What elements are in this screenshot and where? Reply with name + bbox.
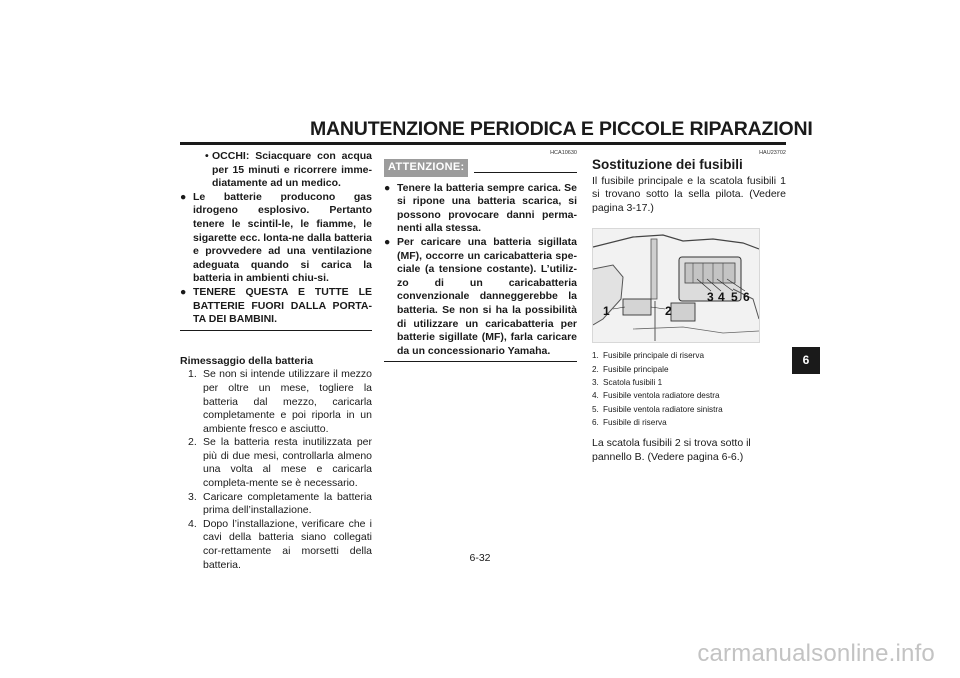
closing-paragraph: La scatola fusibili 2 si trova sotto il pannello B. (Vedere pagina 6-6.) <box>592 437 751 463</box>
figure-label: 1 <box>603 304 610 319</box>
warning-item: ● TENERE QUESTA E TUTTE LE BATTERIE FUORI DALLA PORTA-TA DEI BAMBINI. <box>180 285 372 326</box>
warning-end-rule <box>180 330 372 331</box>
attention-item: ● Tenere la batteria sempre carica. Se si ripone una batteria scarica, si possono provocare danni perma-nenti alla stessa. <box>384 181 577 235</box>
bullet-circle-icon: ● <box>180 190 187 203</box>
caption-item: 6. Fusibile di riserva <box>592 417 667 427</box>
reference-code: HAU23702 <box>759 150 786 156</box>
figure-label: 5 <box>731 290 738 305</box>
column-middle <box>384 150 577 362</box>
header-rule <box>180 142 786 145</box>
figure-label: 3 <box>707 290 714 305</box>
intro-paragraph: Il fusibile principale e la scatola fusibili 1 si trovano sotto la sella pilota. (Vedere pagina 3-17.) <box>592 174 786 214</box>
column-right <box>592 150 786 464</box>
caption-item: 2. Fusibile principale <box>592 364 669 374</box>
attention-item: ● Per caricare una batteria sigillata (MF), occorre un caricabatteria spe-ciale (a tensione costante). L’utiliz-zo di un caricabatteria convenzionale danneggerebbe la batteria. Se non si ha la possibilità di utilizzare un caricabatteria per batterie sigillate (MF), farla caricare da un concessionario Yamaha. <box>384 235 577 357</box>
page-number: 6-32 <box>469 552 491 564</box>
figure-label: 4 <box>718 290 725 305</box>
bullet-circle-icon: ● <box>384 235 391 248</box>
page-header-title: MANUTENZIONE PERIODICA E PICCOLE RIPARAZIONI <box>310 118 813 140</box>
attention-header <box>384 159 577 177</box>
figure-captions <box>592 349 786 429</box>
watermark: carmanualsonline.info <box>697 640 935 667</box>
reference-code: HCA10630 <box>550 150 577 156</box>
bullet-dot-icon: • <box>205 150 209 162</box>
column-left <box>180 150 372 572</box>
attention-end-rule <box>384 361 577 362</box>
section-title: Rimessaggio della batteria <box>180 354 314 367</box>
section-heading: Sostituzione dei fusibili <box>592 157 743 172</box>
caption-item: 1. Fusibile principale di riserva <box>592 351 705 361</box>
caption-item: 4. Fusibile ventola radiatore destra <box>592 391 720 401</box>
chapter-tab: 6 <box>792 347 820 374</box>
bullet-circle-icon: ● <box>384 181 391 194</box>
attention-label: ATTENZIONE: <box>384 159 468 177</box>
figure-label: 2 <box>665 304 672 319</box>
bullet-circle-icon: ● <box>180 285 187 298</box>
caption-item: 5. Fusibile ventola radiatore sinistra <box>592 404 723 414</box>
fuse-box-illustration <box>592 228 760 343</box>
attention-rule <box>474 172 577 173</box>
figure-label: 6 <box>743 290 750 305</box>
list-item: 3. Caricare completamente la batteria prima dell’installazione. <box>188 490 372 517</box>
caption-item: 3. Scatola fusibili 1 <box>592 377 663 387</box>
list-item: 1. Se non si intende utilizzare il mezzo per oltre un mese, togliere la batteria dal mezzo, caricarla completamente e poi riporla in un ambiente fresco e asciutto. <box>188 368 372 435</box>
list-item: 2. Se la batteria resta inutilizzata per più di due mesi, controllarla almeno una volta al mese e caricarla completa-mente se è necessario. <box>188 436 372 490</box>
fuse-diagram-svg <box>593 229 759 342</box>
warning-sub-bullet: • OCCHI: Sciacquare con acqua per 15 minuti e ricorrere imme-diatamente ad un medico. <box>205 150 372 190</box>
list-item: 4. Dopo l’installazione, verificare che i cavi della batteria siano collegati cor-rettamente ai morsetti della batteria. <box>188 517 372 571</box>
warning-item: ● Le batterie producono gas idrogeno esplosivo. Pertanto tenere le scintil-le, le fiamme, le sigarette ecc. lonta-ne dalla batteria e provvedere ad una ventilazione adeguata quando si carica la batteria in ambienti chiu-si. <box>180 190 372 285</box>
